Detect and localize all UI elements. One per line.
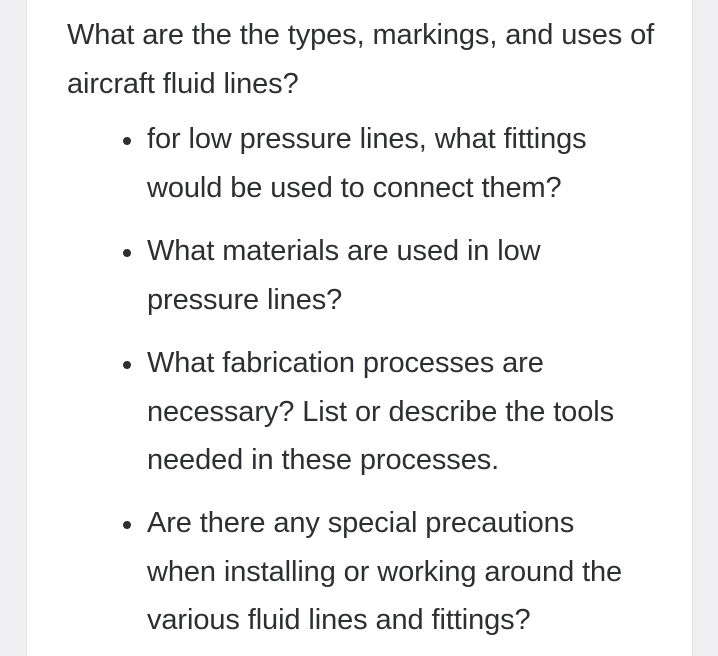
bullet-dot-icon bbox=[123, 361, 131, 369]
bullet-dot-icon bbox=[123, 137, 131, 145]
list-item-text: What materials are used in low pressure lines? bbox=[147, 235, 541, 316]
content-card bbox=[26, 0, 693, 656]
bullet-dot-icon bbox=[123, 249, 131, 257]
list-item-text: What fabrication processes are necessary? List or describe the tools needed in these processes. bbox=[147, 347, 614, 476]
list-item-text: for low pressure lines, what fittings would be used to connect them? bbox=[147, 123, 587, 204]
list-item-text: Are there any special precautions when installing or working around the various fluid lines and fittings? bbox=[147, 507, 623, 636]
bullet-dot-icon bbox=[123, 521, 131, 529]
question-text: What are the the types, markings, and uses of aircraft fluid lines? bbox=[67, 19, 655, 100]
